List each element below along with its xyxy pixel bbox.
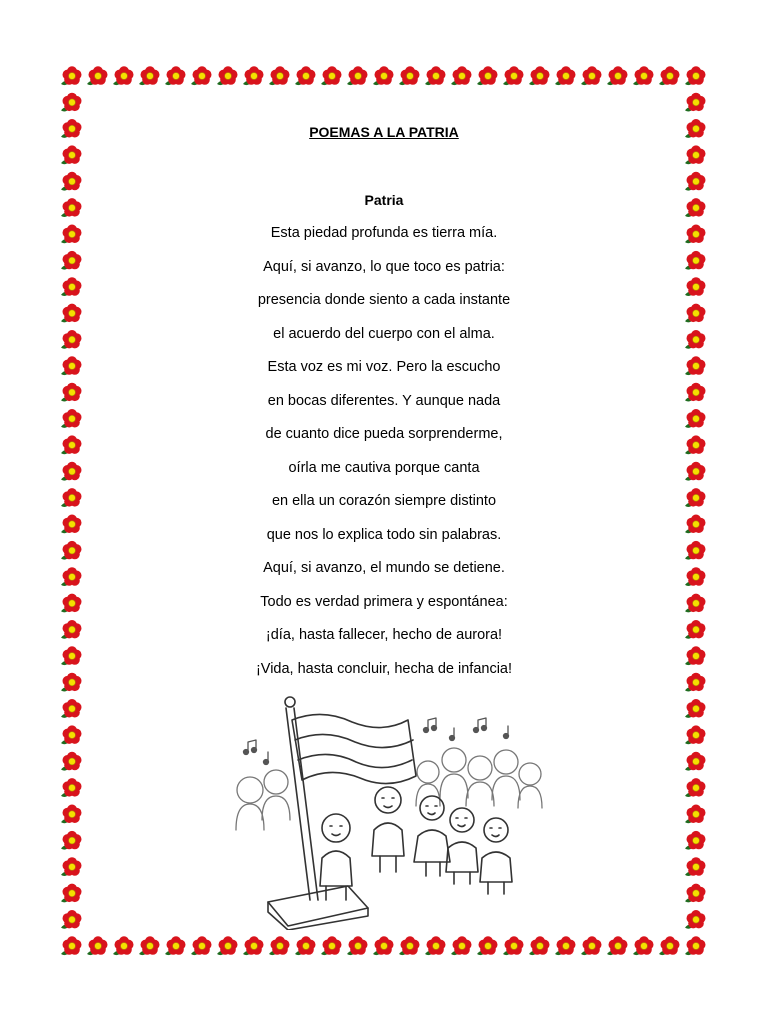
- red-flower-icon: [685, 567, 706, 586]
- red-flower-icon: [685, 541, 706, 560]
- red-flower-icon: [477, 936, 498, 955]
- red-flower-icon: [685, 225, 706, 244]
- red-flower-icon: [217, 936, 238, 955]
- red-flower-icon: [555, 936, 576, 955]
- red-flower-icon: [607, 936, 628, 955]
- poem-verse: el acuerdo del cuerpo con el alma.: [273, 325, 495, 342]
- music-notes-icon: [244, 718, 509, 765]
- red-flower-icon: [243, 66, 264, 85]
- red-flower-icon: [373, 66, 394, 85]
- red-flower-icon: [61, 699, 82, 718]
- red-flower-icon: [529, 936, 550, 955]
- red-flower-icon: [139, 936, 160, 955]
- red-flower-icon: [61, 594, 82, 613]
- red-flower-icon: [113, 66, 134, 85]
- red-flower-icon: [685, 673, 706, 692]
- red-flower-icon: [61, 383, 82, 402]
- red-flower-icon: [243, 936, 264, 955]
- red-flower-icon: [685, 409, 706, 428]
- red-flower-icon: [685, 172, 706, 191]
- poem-verse: Aquí, si avanzo, lo que toco es patria:: [263, 258, 505, 275]
- red-flower-icon: [61, 725, 82, 744]
- red-flower-icon: [61, 936, 82, 955]
- red-flower-icon: [399, 66, 420, 85]
- red-flower-icon: [61, 857, 82, 876]
- red-flower-icon: [191, 66, 212, 85]
- red-flower-icon: [685, 93, 706, 112]
- red-flower-icon: [61, 884, 82, 903]
- children-saluting-flag-illustration: [228, 690, 548, 930]
- red-flower-icon: [659, 936, 680, 955]
- red-flower-icon: [61, 277, 82, 296]
- red-flower-icon: [61, 646, 82, 665]
- red-flower-icon: [61, 356, 82, 375]
- red-flower-icon: [581, 936, 602, 955]
- red-flower-icon: [685, 805, 706, 824]
- red-flower-icon: [477, 66, 498, 85]
- red-flower-icon: [685, 304, 706, 323]
- red-flower-icon: [685, 277, 706, 296]
- red-flower-icon: [685, 145, 706, 164]
- red-flower-icon: [555, 66, 576, 85]
- red-flower-icon: [165, 66, 186, 85]
- red-flower-icon: [633, 66, 654, 85]
- red-flower-icon: [451, 66, 472, 85]
- poem-verse: ¡Vida, hasta concluir, hecha de infancia!: [255, 660, 513, 677]
- red-flower-icon: [347, 936, 368, 955]
- red-flower-icon: [685, 778, 706, 797]
- red-flower-icon: [581, 66, 602, 85]
- poem-verse: Aquí, si avanzo, el mundo se detiene.: [263, 560, 505, 576]
- red-flower-icon: [61, 119, 82, 138]
- red-flower-icon: [61, 515, 82, 534]
- red-flower-icon: [503, 66, 524, 85]
- red-flower-icon: [685, 330, 706, 349]
- red-flower-icon: [61, 145, 82, 164]
- red-flower-icon: [685, 725, 706, 744]
- red-flower-icon: [685, 462, 706, 481]
- red-flower-icon: [61, 673, 82, 692]
- red-flower-icon: [685, 884, 706, 903]
- red-flower-icon: [685, 356, 706, 375]
- red-flower-icon: [61, 304, 82, 323]
- poem-title: Patria: [364, 192, 404, 208]
- red-flower-icon: [685, 198, 706, 217]
- red-flower-icon: [61, 910, 82, 929]
- poem-verse: que nos lo explica todo sin palabras.: [266, 526, 502, 543]
- poem-verse: Esta voz es mi voz. Pero la escucho: [267, 359, 501, 375]
- red-flower-icon: [685, 831, 706, 850]
- red-flower-icon: [217, 66, 238, 85]
- red-flower-icon: [685, 857, 706, 876]
- poem-verse: en bocas diferentes. Y aunque nada: [267, 392, 501, 409]
- red-flower-icon: [191, 936, 212, 955]
- red-flower-icon: [529, 66, 550, 85]
- red-flower-icon: [61, 198, 82, 217]
- red-flower-icon: [61, 805, 82, 824]
- red-flower-icon: [61, 831, 82, 850]
- red-flower-icon: [685, 699, 706, 718]
- red-flower-icon: [685, 620, 706, 639]
- red-flower-icon: [373, 936, 394, 955]
- red-flower-icon: [269, 936, 290, 955]
- red-flower-icon: [113, 936, 134, 955]
- red-flower-icon: [61, 752, 82, 771]
- red-flower-icon: [61, 488, 82, 507]
- poem-verse: en ella un corazón siempre distinto: [271, 493, 497, 509]
- red-flower-icon: [61, 435, 82, 454]
- poem-verse: ¡día, hasta fallecer, hecho de aurora!: [265, 627, 503, 643]
- red-flower-icon: [269, 66, 290, 85]
- red-flower-icon: [685, 594, 706, 613]
- document-title: POEMAS A LA PATRIA: [309, 124, 459, 140]
- poem-verse: Esta piedad profunda es tierra mía.: [270, 225, 498, 241]
- red-flower-icon: [61, 172, 82, 191]
- red-flower-icon: [87, 936, 108, 955]
- red-flower-icon: [321, 936, 342, 955]
- red-flower-icon: [347, 66, 368, 85]
- red-flower-icon: [659, 66, 680, 85]
- red-flower-icon: [139, 66, 160, 85]
- poem-verses: [100, 224, 668, 693]
- red-flower-icon: [633, 936, 654, 955]
- red-flower-icon: [685, 752, 706, 771]
- red-flower-icon: [61, 541, 82, 560]
- poem-verse: presencia donde siento a cada instante: [257, 292, 511, 308]
- red-flower-icon: [685, 383, 706, 402]
- red-flower-icon: [61, 330, 82, 349]
- red-flower-icon: [321, 66, 342, 85]
- red-flower-icon: [685, 488, 706, 507]
- red-flower-icon: [425, 66, 446, 85]
- red-flower-icon: [685, 251, 706, 270]
- red-flower-icon: [399, 936, 420, 955]
- red-flower-icon: [503, 936, 524, 955]
- red-flower-icon: [61, 251, 82, 270]
- red-flower-icon: [685, 646, 706, 665]
- red-flower-icon: [61, 462, 82, 481]
- red-flower-icon: [685, 66, 706, 85]
- red-flower-icon: [685, 936, 706, 955]
- red-flower-icon: [685, 910, 706, 929]
- poem-verse: Todo es verdad primera y espontánea:: [260, 593, 508, 610]
- red-flower-icon: [451, 936, 472, 955]
- red-flower-icon: [295, 66, 316, 85]
- red-flower-icon: [295, 936, 316, 955]
- red-flower-icon: [61, 225, 82, 244]
- red-flower-icon: [685, 435, 706, 454]
- red-flower-icon: [685, 515, 706, 534]
- red-flower-icon: [61, 409, 82, 428]
- red-flower-icon: [61, 567, 82, 586]
- red-flower-icon: [165, 936, 186, 955]
- red-flower-icon: [607, 66, 628, 85]
- red-flower-icon: [685, 119, 706, 138]
- red-flower-icon: [61, 620, 82, 639]
- red-flower-icon: [425, 936, 446, 955]
- poem-verse: oírla me cautiva porque canta: [288, 459, 480, 476]
- poem-verse: de cuanto dice pueda sorprenderme,: [265, 426, 503, 442]
- red-flower-icon: [61, 778, 82, 797]
- red-flower-icon: [61, 93, 82, 112]
- red-flower-icon: [87, 66, 108, 85]
- red-flower-icon: [61, 66, 82, 85]
